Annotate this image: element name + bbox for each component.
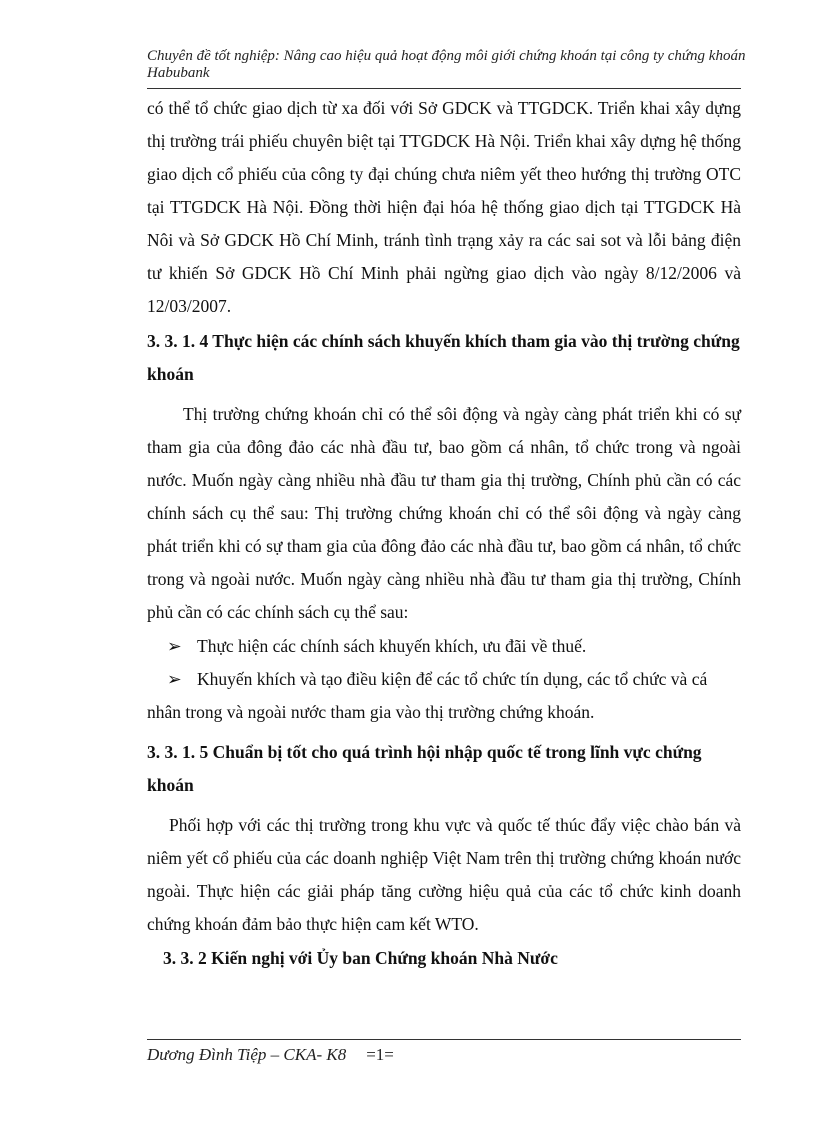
bullet-arrow-icon: ➢ — [167, 636, 182, 656]
running-footer — [147, 1045, 394, 1065]
header-rule — [147, 88, 741, 89]
page-number: =1= — [366, 1045, 394, 1064]
paragraph-integration: Phối hợp với các thị trường trong khu vực và quốc tế thúc đẩy việc chào bán và niêm yết cổ phiếu của các doanh nghiệp Việt Nam trên thị trường chứng khoán nước ngoài. Thực hiện các giải pháp tăng cường hiệu quả của các tổ chức kinh doanh chứng khoán đảm bảo thực hiện cam kết WTO. — [147, 815, 741, 934]
section-heading-3-3-1-5: 3. 3. 1. 5 Chuẩn bị tốt cho quá trình hội nhập quốc tế trong lĩnh vực chứng khoán — [147, 742, 702, 795]
paragraph-incentives: Thị trường chứng khoán chỉ có thể sôi động và ngày càng phát triển khi có sự tham gia của đông đảo các nhà đầu tư, bao gồm cá nhân, tổ chức trong và ngoài nước. Muốn ngày càng nhiều nhà đầu tư tham gia thị trường, Chính phủ cần có các chính sách cụ thể sau: Thị trường chứng khoán chỉ có thể sôi động và ngày càng phát triển khi có sự tham gia của đông đảo các nhà đầu tư, bao gồm cá nhân, tổ chức trong và ngoài nước. Muốn ngày càng nhiều nhà đầu tư tham gia thị trường, Chính phủ cần có các chính sách cụ thể sau: — [147, 404, 741, 622]
footer-author: Dương Đình Tiệp – CKA- K8 — [147, 1045, 347, 1064]
bullet-text: Thực hiện các chính sách khuyến khích, ưu đãi về thuế. — [197, 636, 587, 656]
bullet-arrow-icon: ➢ — [167, 669, 182, 689]
section-heading-3-3-1-4: 3. 3. 1. 4 Thực hiện các chính sách khuyến khích tham gia vào thị trường chứng khoán — [147, 331, 740, 384]
bullet-text: Khuyến khích và tạo điều kiện để các tổ chức tín dụng, các tổ chức và cá nhân trong và ngoài nước tham gia vào thị trường chứng khoán. — [147, 669, 708, 722]
footer-rule — [147, 1039, 741, 1040]
paragraph-intro: có thể tổ chức giao dịch từ xa đối với Sở GDCK và TTGDCK. Triển khai xây dựng thị trường trái phiếu chuyên biệt tại TTGDCK Hà Nội. Triển khai xây dựng hệ thống giao dịch cổ phiếu của công ty đại chúng chưa niêm yết theo hướng thị trường OTC tại TTGDCK Hà Nội. Đồng thời hiện đại hóa hệ thống giao dịch tại TTGDCK Hà Nôi và Sở GDCK Hồ Chí Minh, tránh tình trạng xảy ra các sai sot và lỗi bảng điện tư khiến Sở GDCK Hồ Chí Minh phải ngừng giao dịch vào ngày 8/12/2006 và 12/03/2007. — [147, 98, 741, 316]
bullet-item-credit — [147, 663, 741, 729]
section-heading-3-3-2: 3. 3. 2 Kiến nghị với Ủy ban Chứng khoán Nhà Nước — [163, 948, 558, 968]
running-header: Chuyên đề tốt nghiệp: Nâng cao hiệu quả hoạt động môi giới chứng khoán tại công ty chứng khoán Habubank — [147, 48, 746, 81]
bullet-item-tax — [167, 630, 741, 663]
